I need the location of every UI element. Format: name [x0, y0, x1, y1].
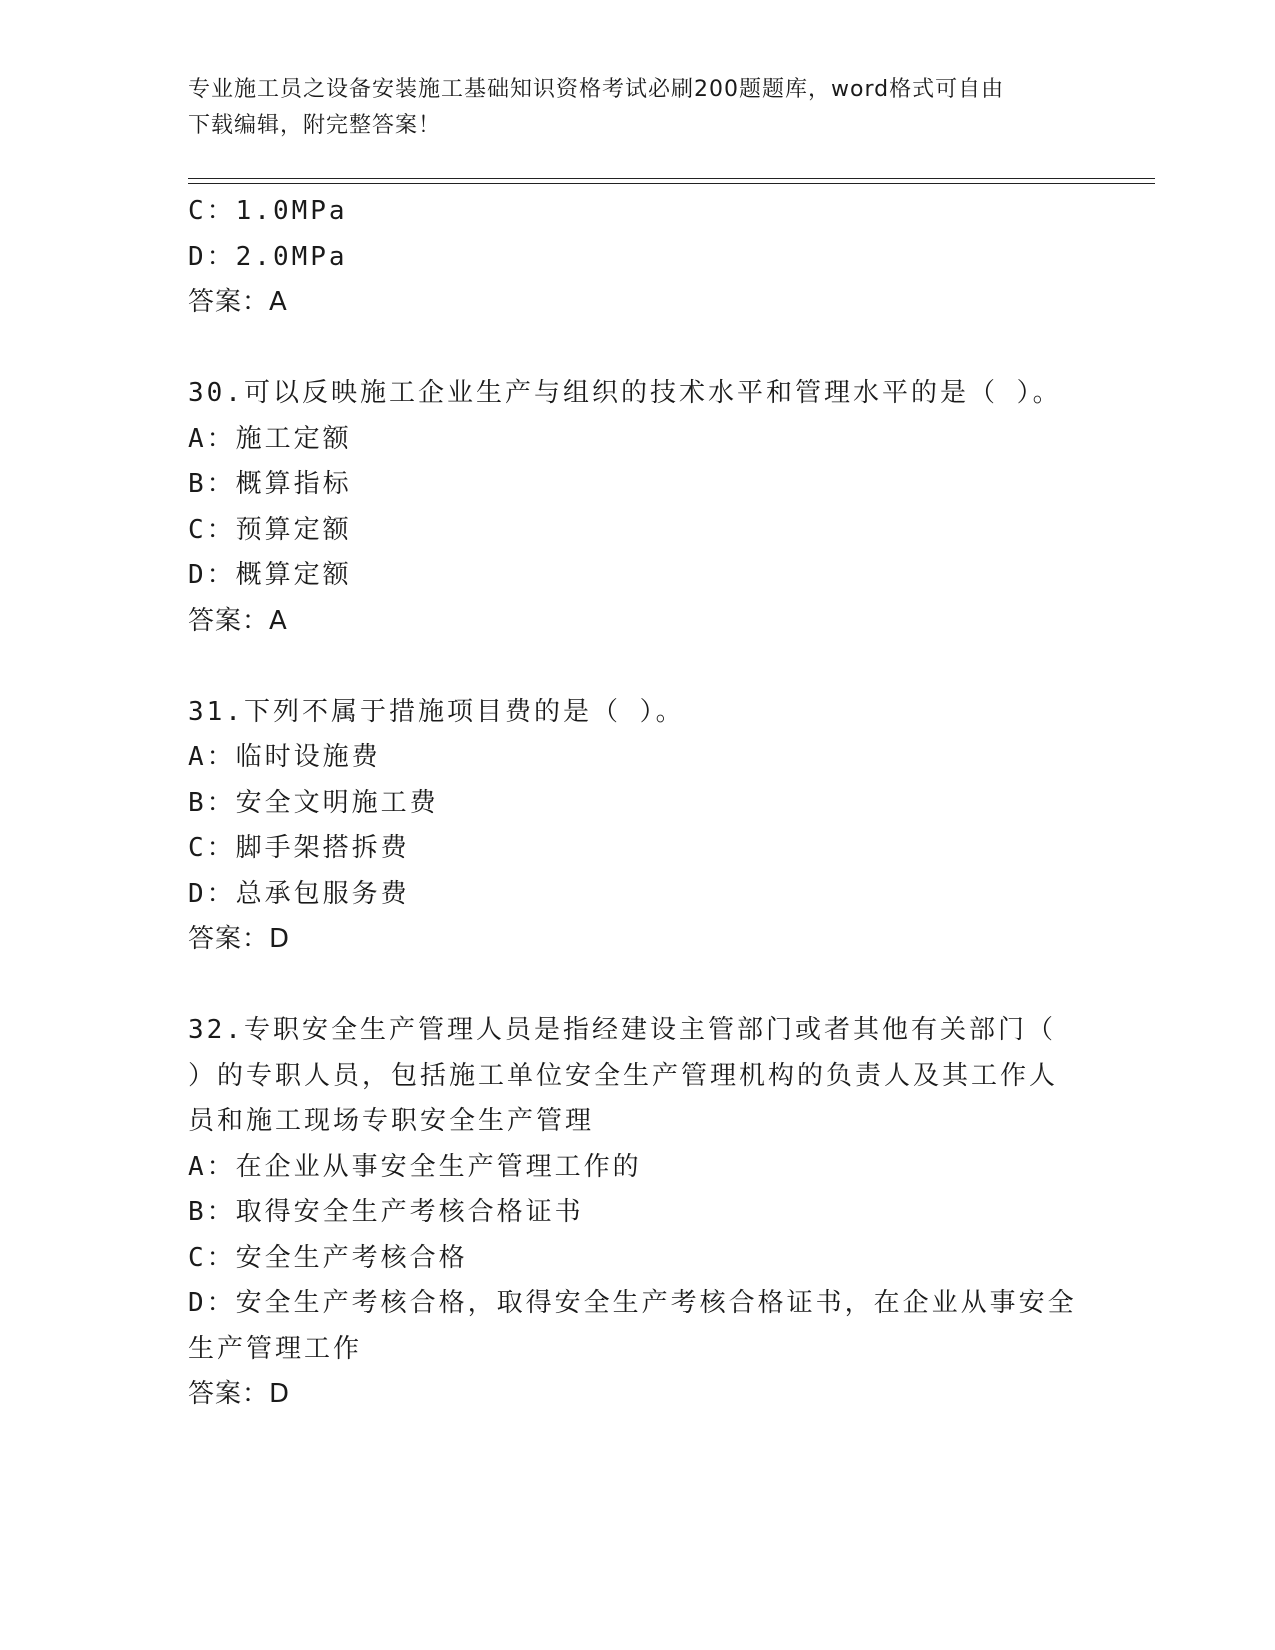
option-c: C：1.0MPa: [188, 196, 348, 226]
option-d: D：概算定额: [188, 560, 352, 590]
answer-line: 答案：D: [188, 924, 291, 954]
option-d-line-1: D：安全生产考核合格，取得安全生产考核合格证书，在企业从事安全: [188, 1288, 1077, 1318]
question-list: [188, 189, 1088, 1418]
question-stem: 30.可以反映施工企业生产与组织的技术水平和管理水平的是（ ）。: [188, 378, 1062, 408]
option-d: D：2.0MPa: [188, 241, 348, 272]
spacer: [188, 644, 1088, 690]
option-d: D：总承包服务费: [188, 878, 410, 909]
option-a: A：施工定额: [188, 423, 352, 454]
question-block-prev: [188, 189, 1088, 326]
spacer: [188, 963, 1088, 1009]
question-stem-line-1: 32.专职安全生产管理人员是指经建设主管部门或者其他有关部门（: [188, 1015, 1056, 1045]
header-title-line-1: 专业施工员之设备安装施工基础知识资格考试必刷200题题库，word格式可自由: [188, 77, 1005, 102]
header-rule-bottom: [188, 183, 1155, 184]
question-stem-line-2: ）的专职人员，包括施工单位安全生产管理机构的负责人及其工作人: [188, 1060, 1059, 1091]
option-b: B：安全文明施工费: [188, 787, 439, 818]
question-block-30: [188, 371, 1088, 644]
spacer: [188, 326, 1088, 372]
document-header: [188, 72, 1068, 144]
option-b: B：概算指标: [188, 469, 352, 499]
option-b: B：取得安全生产考核合格证书: [188, 1197, 584, 1227]
question-stem: 31.下列不属于措施项目费的是（ ）。: [188, 696, 685, 727]
header-rule-top: [188, 178, 1155, 179]
question-block-31: [188, 690, 1088, 963]
question-block-32: [188, 1008, 1088, 1418]
header-title-line-2: 下载编辑，附完整答案！: [188, 113, 442, 138]
option-d-line-2: 生产管理工作: [188, 1333, 363, 1364]
option-c: C：预算定额: [188, 514, 352, 545]
option-a: A：临时设施费: [188, 742, 381, 772]
option-a: A：在企业从事安全生产管理工作的: [188, 1151, 642, 1182]
answer-line: 答案：D: [188, 1379, 291, 1409]
answer-line: 答案：A: [188, 287, 288, 317]
question-stem-line-3: 员和施工现场专职安全生产管理: [188, 1106, 595, 1136]
option-c: C：安全生产考核合格: [188, 1242, 468, 1273]
answer-line: 答案：A: [188, 605, 288, 636]
option-c: C：脚手架搭拆费: [188, 833, 410, 863]
